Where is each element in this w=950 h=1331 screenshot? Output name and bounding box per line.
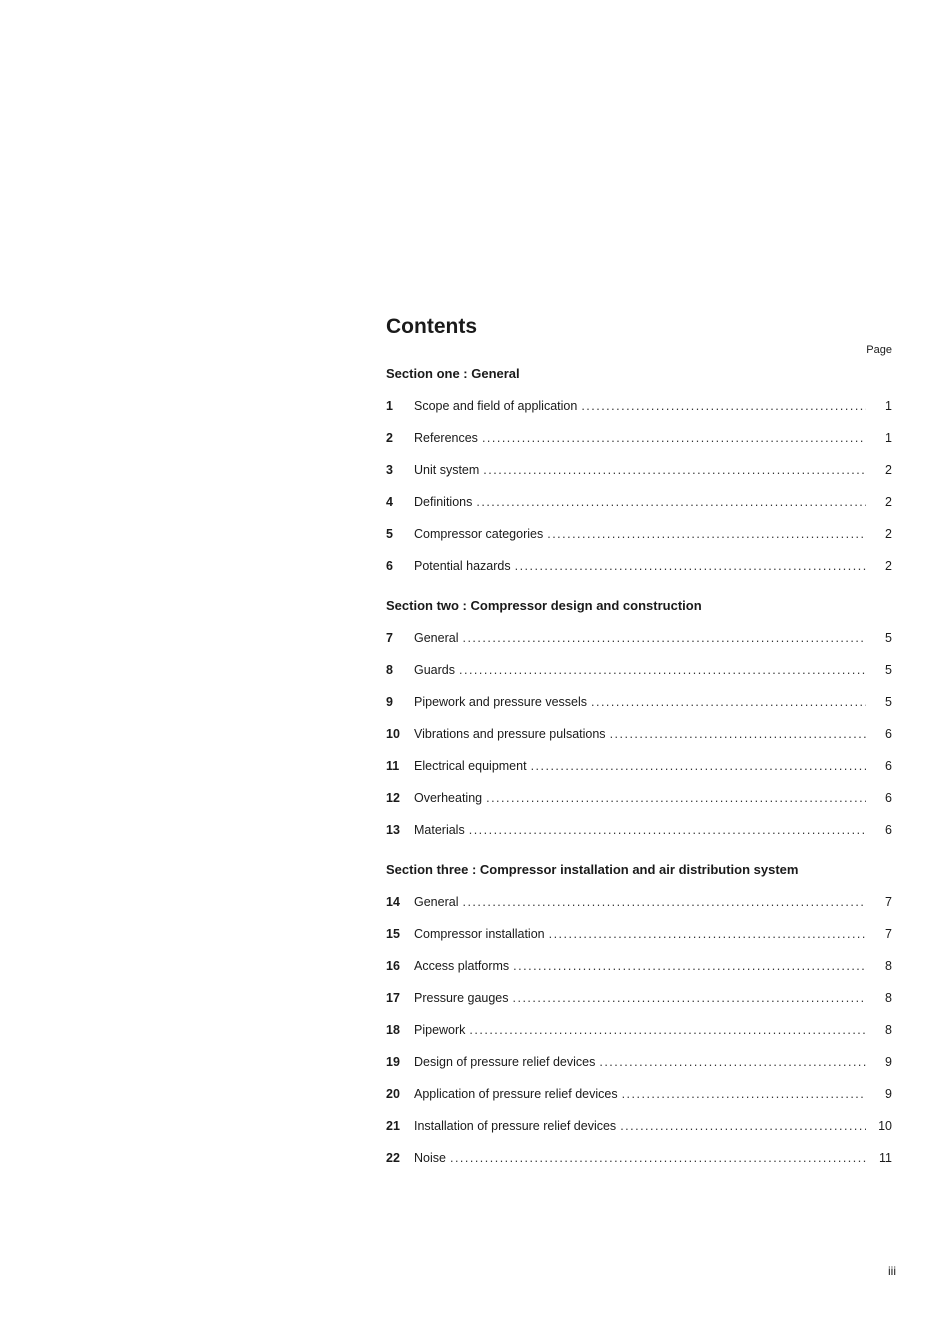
entry-page-number: 9	[885, 1055, 892, 1069]
entry-page-number: 10	[878, 1119, 892, 1133]
entry-title: Compressor categories	[414, 527, 544, 541]
entry-title: General	[414, 895, 459, 909]
entry-number: 6	[386, 559, 393, 573]
section-spacer	[386, 846, 896, 854]
dot-leader	[450, 1142, 866, 1174]
entry-page-number: 6	[885, 727, 892, 741]
toc-entry[interactable]	[386, 1078, 896, 1110]
entry-title: Overheating	[414, 791, 483, 805]
dot-leader	[620, 1110, 866, 1142]
entry-number: 1	[386, 399, 393, 413]
toc-entry[interactable]	[386, 654, 896, 686]
dot-leader	[581, 390, 866, 422]
entry-title: References	[414, 431, 478, 445]
entry-number: 5	[386, 527, 393, 541]
table-of-contents	[386, 312, 896, 1174]
entry-number: 14	[386, 895, 400, 909]
entry-number: 17	[386, 991, 400, 1005]
dot-leader	[483, 454, 866, 486]
entry-page-number: 9	[885, 1087, 892, 1101]
entry-title: General	[414, 631, 459, 645]
entry-title: Scope and field of application	[414, 399, 578, 413]
toc-entry[interactable]	[386, 686, 896, 718]
page-title: Contents	[386, 315, 477, 338]
entry-number: 11	[386, 759, 400, 773]
entry-title: Pipework and pressure vessels	[414, 695, 587, 709]
dot-leader	[462, 622, 866, 654]
section-heading: Section two : Compressor design and construction	[386, 598, 702, 613]
entry-title: Materials	[414, 823, 465, 837]
entry-page-number: 6	[885, 791, 892, 805]
entry-page-number: 6	[885, 823, 892, 837]
dot-leader	[469, 814, 866, 846]
entry-page-number: 1	[885, 431, 892, 445]
dot-leader	[513, 982, 866, 1014]
entry-number: 22	[386, 1151, 400, 1165]
entry-title: Vibrations and pressure pulsations	[414, 727, 606, 741]
dot-leader	[549, 918, 866, 950]
toc-entry[interactable]	[386, 422, 896, 454]
toc-entry[interactable]	[386, 750, 896, 782]
toc-entry[interactable]	[386, 550, 896, 582]
toc-entry[interactable]	[386, 1110, 896, 1142]
toc-entry[interactable]	[386, 918, 896, 950]
toc-entry[interactable]	[386, 390, 896, 422]
entry-number: 15	[386, 927, 400, 941]
entry-title: Electrical equipment	[414, 759, 527, 773]
entry-number: 3	[386, 463, 393, 477]
entry-title: Pipework	[414, 1023, 466, 1037]
entry-number: 10	[386, 727, 400, 741]
entry-number: 20	[386, 1087, 400, 1101]
entry-title: Application of pressure relief devices	[414, 1087, 618, 1101]
toc-body	[386, 358, 896, 1174]
entry-title: Pressure gauges	[414, 991, 509, 1005]
entry-number: 18	[386, 1023, 400, 1037]
entry-title: Definitions	[414, 495, 473, 509]
entry-number: 7	[386, 631, 393, 645]
entry-page-number: 2	[885, 463, 892, 477]
entry-page-number: 5	[885, 695, 892, 709]
entry-page-number: 1	[885, 399, 892, 413]
dot-leader	[591, 686, 866, 718]
entry-page-number: 2	[885, 559, 892, 573]
page-column-label: Page	[866, 344, 892, 356]
dot-leader	[486, 782, 866, 814]
entry-title: Design of pressure relief devices	[414, 1055, 596, 1069]
entry-number: 19	[386, 1055, 400, 1069]
entry-title: Access platforms	[414, 959, 510, 973]
entry-number: 2	[386, 431, 393, 445]
entry-number: 12	[386, 791, 400, 805]
toc-entry[interactable]	[386, 886, 896, 918]
entry-page-number: 2	[885, 495, 892, 509]
entry-page-number: 6	[885, 759, 892, 773]
dot-leader	[482, 422, 866, 454]
toc-entry[interactable]	[386, 1046, 896, 1078]
toc-entry[interactable]	[386, 950, 896, 982]
section-heading: Section one : General	[386, 366, 520, 381]
toc-entry[interactable]	[386, 982, 896, 1014]
entry-title: Installation of pressure relief devices	[414, 1119, 617, 1133]
page-number: iii	[888, 1264, 896, 1278]
dot-leader	[610, 718, 866, 750]
toc-entry[interactable]	[386, 782, 896, 814]
dot-leader	[622, 1078, 866, 1110]
toc-entry[interactable]	[386, 454, 896, 486]
entry-page-number: 5	[885, 631, 892, 645]
toc-entry[interactable]	[386, 518, 896, 550]
entry-page-number: 7	[885, 895, 892, 909]
toc-entry[interactable]	[386, 486, 896, 518]
entry-page-number: 7	[885, 927, 892, 941]
entry-title: Unit system	[414, 463, 480, 477]
dot-leader	[531, 750, 866, 782]
entry-number: 9	[386, 695, 393, 709]
entry-number: 8	[386, 663, 393, 677]
dot-leader	[462, 886, 866, 918]
entry-number: 4	[386, 495, 393, 509]
entry-page-number: 8	[885, 1023, 892, 1037]
entry-page-number: 11	[879, 1151, 892, 1165]
entry-number: 13	[386, 823, 400, 837]
dot-leader	[513, 950, 866, 982]
entry-page-number: 2	[885, 527, 892, 541]
entry-number: 21	[386, 1119, 400, 1133]
toc-entry[interactable]	[386, 718, 896, 750]
dot-leader	[547, 518, 866, 550]
entry-number: 16	[386, 959, 400, 973]
entry-title: Potential hazards	[414, 559, 511, 573]
entry-page-number: 8	[885, 991, 892, 1005]
dot-leader	[469, 1014, 866, 1046]
section-heading: Section three : Compressor installation and air distribution system	[386, 862, 799, 877]
entry-title: Compressor installation	[414, 927, 545, 941]
toc-entry[interactable]	[386, 1142, 896, 1174]
section-spacer	[386, 582, 896, 590]
dot-leader	[599, 1046, 866, 1078]
toc-entry[interactable]	[386, 622, 896, 654]
toc-entry[interactable]	[386, 1014, 896, 1046]
dot-leader	[476, 486, 866, 518]
entry-page-number: 8	[885, 959, 892, 973]
dot-leader	[459, 654, 866, 686]
entry-title: Guards	[414, 663, 455, 677]
toc-entry[interactable]	[386, 814, 896, 846]
entry-page-number: 5	[885, 663, 892, 677]
dot-leader	[515, 550, 866, 582]
entry-title: Noise	[414, 1151, 446, 1165]
